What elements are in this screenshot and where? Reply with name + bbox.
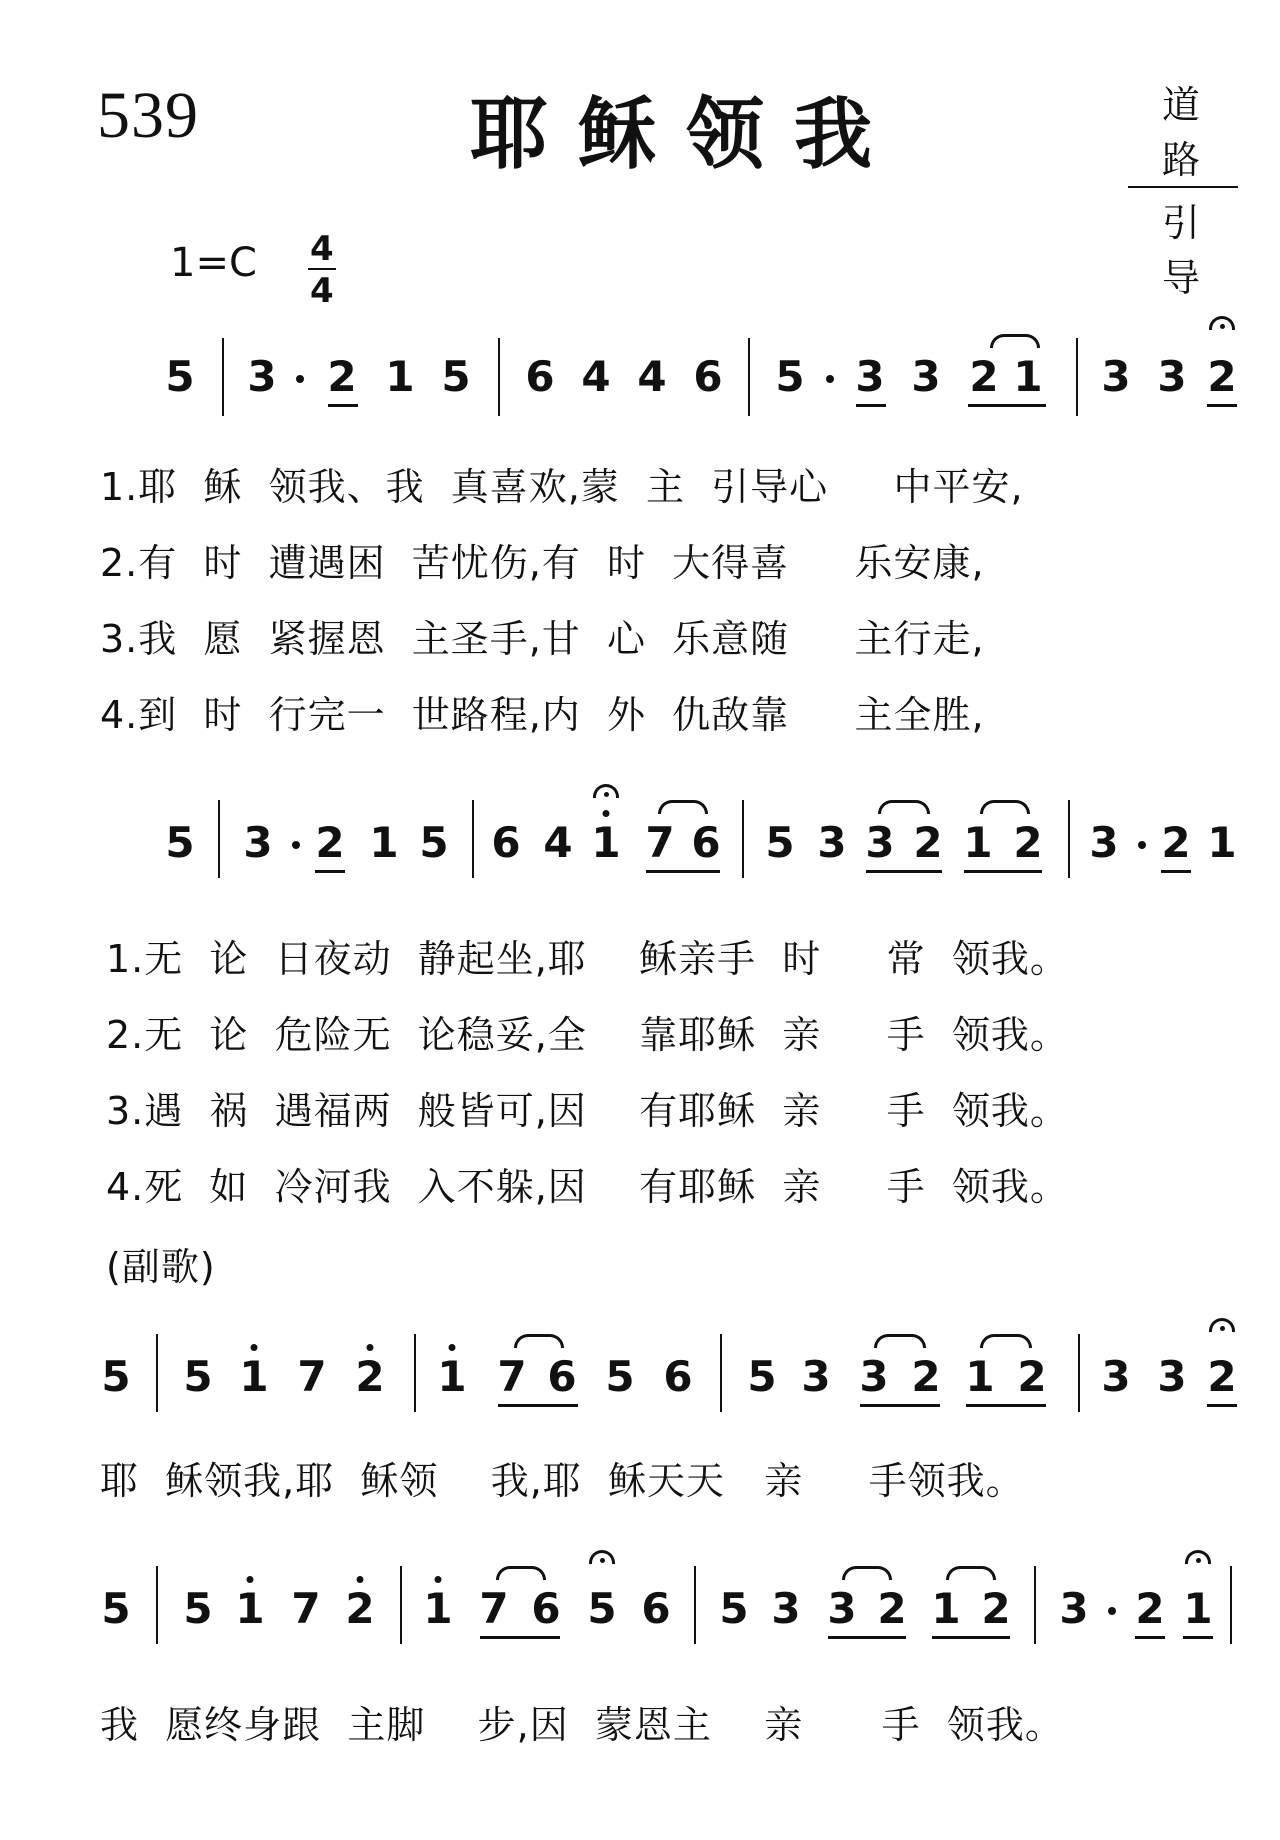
- slur: [946, 1566, 996, 1580]
- slur: [980, 800, 1030, 814]
- note: 2: [913, 818, 943, 867]
- fermata-icon: [1185, 1550, 1211, 1564]
- hymn-category: [1128, 74, 1238, 302]
- underline: [964, 870, 1042, 873]
- barline: [1078, 1334, 1080, 1412]
- note: 5: [419, 818, 449, 867]
- chorus-label: (副歌): [106, 1245, 216, 1289]
- barline: [694, 1566, 696, 1644]
- note: 5: [719, 1584, 749, 1633]
- note: 2: [1161, 818, 1191, 867]
- note: 3: [1157, 1352, 1187, 1401]
- note: 2: [911, 1352, 941, 1401]
- underline: [860, 1404, 940, 1407]
- underline: [315, 870, 345, 873]
- note: 2: [355, 1352, 385, 1401]
- lyric-line: 耶 稣领我,耶 稣领 我,耶 稣天天 亲 手领我。: [100, 1459, 1025, 1503]
- note: 5: [587, 1584, 617, 1633]
- note: 5: [165, 818, 195, 867]
- note: 3: [1089, 818, 1119, 867]
- barline: [400, 1566, 402, 1644]
- note: 7: [479, 1584, 509, 1633]
- lyric-line: 我 愿终身跟 主脚 步,因 蒙恩主 亲 手 领我。: [100, 1703, 1064, 1747]
- note: 2: [327, 352, 357, 401]
- fermata-icon: [593, 784, 619, 798]
- note: 1: [1183, 1584, 1213, 1633]
- barline: [156, 1334, 158, 1412]
- augmentation-dot: [296, 375, 304, 383]
- note: 1: [385, 352, 415, 401]
- note: 2: [1207, 1352, 1237, 1401]
- hymn-number: 539: [97, 79, 199, 152]
- note: 3: [1059, 1584, 1089, 1633]
- barline: [472, 800, 474, 878]
- time-signature: [308, 229, 336, 311]
- note: 3: [911, 352, 941, 401]
- note: 6: [663, 1352, 693, 1401]
- note: 2: [1013, 818, 1043, 867]
- note: 2: [877, 1584, 907, 1633]
- note: 5: [775, 352, 805, 401]
- fermata-icon: [1209, 316, 1235, 330]
- note: 3: [1101, 352, 1131, 401]
- barline: [748, 338, 750, 416]
- note: 3: [1157, 352, 1187, 401]
- note: 3: [1101, 1352, 1131, 1401]
- note: 2: [1135, 1584, 1165, 1633]
- lyric-line: 4.死 如 冷河我 入不躲,因 有耶稣 亲 手 领我。: [106, 1165, 1069, 1209]
- note: 5: [183, 1584, 213, 1633]
- barline: [218, 800, 220, 878]
- note: 1: [931, 1584, 961, 1633]
- note: 3: [801, 1352, 831, 1401]
- note: 4: [637, 352, 667, 401]
- note: 5: [747, 1352, 777, 1401]
- note: 3: [771, 1584, 801, 1633]
- underline: [1207, 404, 1237, 407]
- underline: [966, 1404, 1046, 1407]
- fermata-icon: [1209, 1318, 1235, 1332]
- barline: [742, 800, 744, 878]
- high-octave-dot: [247, 1576, 254, 1583]
- note: 5: [765, 818, 795, 867]
- barline: [414, 1334, 416, 1412]
- note: 6: [531, 1584, 561, 1633]
- high-octave-dot: [435, 1576, 442, 1583]
- note: 6: [641, 1584, 671, 1633]
- note: 2: [969, 352, 999, 401]
- lyric-line: 3.我 愿 紧握恩 主圣手,甘 心 乐意随 主行走,: [100, 617, 985, 661]
- high-octave-dot: [251, 1344, 258, 1351]
- note: 5: [605, 1352, 635, 1401]
- category-line-2: 引导: [1161, 201, 1214, 300]
- augmentation-dot: [1108, 1607, 1116, 1615]
- note: 3: [855, 352, 885, 401]
- slur: [842, 1566, 892, 1580]
- fermata-icon: [589, 1550, 615, 1564]
- note: 3: [243, 818, 273, 867]
- note: 2: [345, 1584, 375, 1633]
- time-signature-bottom: 4: [310, 271, 334, 311]
- note: 5: [441, 352, 471, 401]
- note: 2: [981, 1584, 1011, 1633]
- lyric-line: 2.无 论 危险无 论稳妥,全 靠耶稣 亲 手 领我。: [106, 1013, 1069, 1057]
- barline: [156, 1566, 158, 1644]
- underline: [1183, 1636, 1213, 1639]
- barline: [1076, 338, 1078, 416]
- note: 5: [165, 352, 195, 401]
- underline: [866, 870, 942, 873]
- barline: [1068, 800, 1070, 878]
- note: 6: [491, 818, 521, 867]
- underline: [498, 1404, 578, 1407]
- slur: [980, 1334, 1032, 1348]
- note: 6: [693, 352, 723, 401]
- hymn-title: 耶稣领我: [470, 90, 903, 180]
- note: 7: [297, 1352, 327, 1401]
- slur: [990, 334, 1040, 348]
- lyric-line: 4.到 时 行完一 世路程,内 外 仇敌靠 主全胜,: [100, 693, 985, 737]
- slur: [874, 1334, 926, 1348]
- underline: [646, 870, 720, 873]
- high-octave-dot: [603, 810, 610, 817]
- note: 2: [1207, 352, 1237, 401]
- note: 3: [865, 818, 895, 867]
- note: 5: [183, 1352, 213, 1401]
- note: 1: [423, 1584, 453, 1633]
- note: 7: [497, 1352, 527, 1401]
- underline: [828, 1636, 906, 1639]
- note: 1: [239, 1352, 269, 1401]
- augmentation-dot: [292, 841, 300, 849]
- slur: [658, 800, 708, 814]
- augmentation-dot: [826, 375, 834, 383]
- note: 1: [437, 1352, 467, 1401]
- note: 2: [315, 818, 345, 867]
- lyric-line: 1.无 论 日夜动 静起坐,耶 稣亲手 时 常 领我。: [106, 937, 1069, 981]
- underline: [1135, 1636, 1165, 1639]
- key-signature: 1=C: [170, 240, 257, 286]
- barline: [1034, 1566, 1036, 1644]
- note: 7: [291, 1584, 321, 1633]
- note: 3: [817, 818, 847, 867]
- underline: [328, 404, 358, 407]
- barline: [222, 338, 224, 416]
- barline: [1230, 1566, 1232, 1644]
- lyric-line: 2.有 时 遭遇困 苦忧伤,有 时 大得喜 乐安康,: [100, 541, 985, 585]
- underline: [1161, 870, 1191, 873]
- note: 1: [963, 818, 993, 867]
- augmentation-dot: [1138, 841, 1146, 849]
- slur: [878, 800, 930, 814]
- note: 4: [581, 352, 611, 401]
- note: 1: [369, 818, 399, 867]
- note: 3: [247, 352, 277, 401]
- high-octave-dot: [367, 1344, 374, 1351]
- note: 6: [547, 1352, 577, 1401]
- note: 1: [235, 1584, 265, 1633]
- barline: [498, 338, 500, 416]
- note: 5: [101, 1584, 131, 1633]
- high-octave-dot: [449, 1344, 456, 1351]
- underline: [480, 1636, 560, 1639]
- category-line-1: 道路: [1128, 74, 1238, 188]
- underline: [856, 404, 886, 407]
- slur: [514, 1334, 564, 1348]
- lyric-line: 1.耶 稣 领我、我 真喜欢,蒙 主 引导心 中平安,: [100, 465, 1024, 509]
- note: 7: [645, 818, 675, 867]
- note: 1: [591, 818, 621, 867]
- note: 1: [1207, 818, 1237, 867]
- underline: [968, 404, 1046, 407]
- lyric-line: 3.遇 祸 遇福两 般皆可,因 有耶稣 亲 手 领我。: [106, 1089, 1069, 1133]
- note: 1: [965, 1352, 995, 1401]
- note: 5: [101, 1352, 131, 1401]
- note: 4: [543, 818, 573, 867]
- underline: [932, 1636, 1010, 1639]
- note: 2: [1017, 1352, 1047, 1401]
- note: 6: [525, 352, 555, 401]
- slur: [496, 1566, 546, 1580]
- underline: [1207, 1404, 1237, 1407]
- barline: [720, 1334, 722, 1412]
- note: 3: [859, 1352, 889, 1401]
- time-signature-top: 4: [310, 229, 334, 269]
- note: 6: [691, 818, 721, 867]
- note: 1: [1013, 352, 1043, 401]
- high-octave-dot: [357, 1576, 364, 1583]
- note: 3: [827, 1584, 857, 1633]
